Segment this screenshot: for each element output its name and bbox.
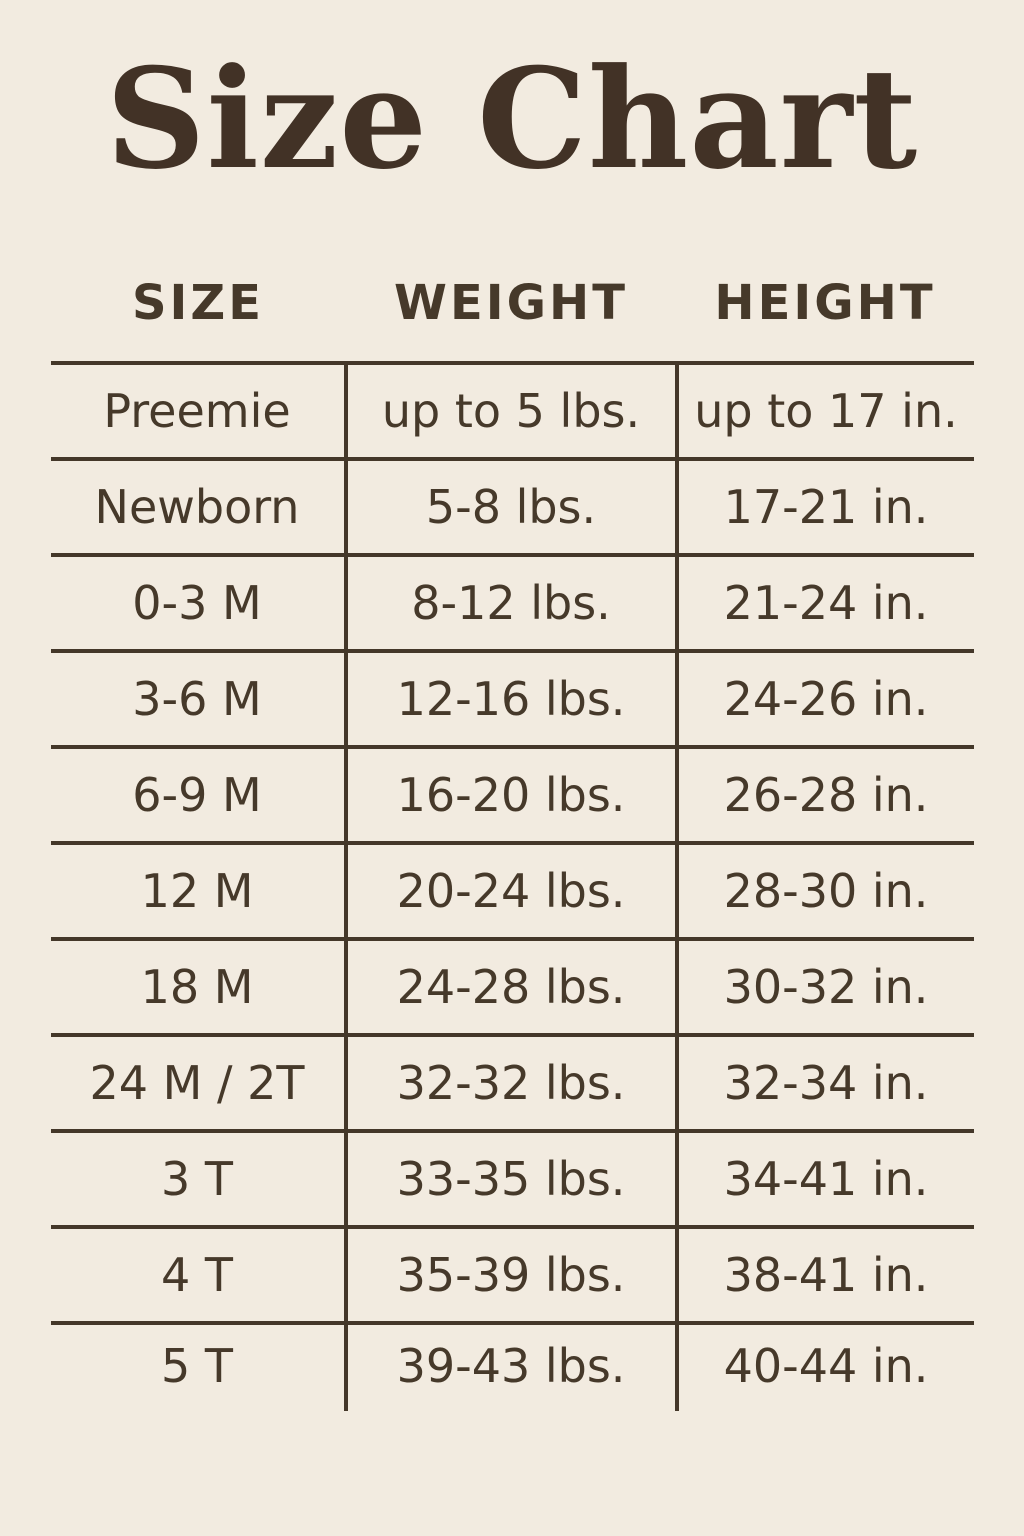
table-row [51, 1323, 974, 1411]
size-cell: 3 T [51, 1131, 346, 1227]
height-cell: 24-26 in. [677, 651, 974, 747]
weight-cell: 5-8 lbs. [346, 459, 677, 555]
weight-cell: 33-35 lbs. [346, 1131, 677, 1227]
table-row [51, 843, 974, 939]
size-cell: Newborn [51, 459, 346, 555]
size-cell: 0-3 M [51, 555, 346, 651]
table-row [51, 651, 974, 747]
table-row [51, 555, 974, 651]
size-chart-table [51, 205, 974, 1411]
height-cell: 21-24 in. [677, 555, 974, 651]
table-header [51, 205, 974, 363]
column-header-weight: WEIGHT [346, 205, 677, 363]
size-cell: 5 T [161, 1339, 233, 1393]
weight-cell: 35-39 lbs. [346, 1227, 677, 1323]
weight-cell: 12-16 lbs. [346, 651, 677, 747]
weight-cell: 24-28 lbs. [346, 939, 677, 1035]
height-cell: 28-30 in. [677, 843, 974, 939]
table-row [51, 459, 974, 555]
height-cell: 40-44 in. [723, 1339, 929, 1393]
column-header-height: HEIGHT [677, 205, 974, 363]
height-cell: 34-41 in. [677, 1131, 974, 1227]
height-cell: 38-41 in. [677, 1227, 974, 1323]
table-row [51, 939, 974, 1035]
weight-cell: 20-24 lbs. [346, 843, 677, 939]
weight-cell: 39-43 lbs. [346, 1323, 677, 1411]
height-cell: 17-21 in. [677, 459, 974, 555]
weight-cell: 16-20 lbs. [346, 747, 677, 843]
height-cell: 30-32 in. [677, 939, 974, 1035]
header-row [51, 205, 974, 363]
height-cell: 32-34 in. [677, 1035, 974, 1131]
table-row [51, 747, 974, 843]
size-cell: 18 M [51, 939, 346, 1035]
size-cell: 12 M [51, 843, 346, 939]
size-cell: 6-9 M [51, 747, 346, 843]
size-cell: 24 M / 2T [51, 1035, 346, 1131]
weight-cell: 32-32 lbs. [346, 1035, 677, 1131]
weight-cell: 8-12 lbs. [346, 555, 677, 651]
size-cell: 4 T [51, 1227, 346, 1323]
weight-cell: up to 5 lbs. [346, 363, 677, 459]
table-row [51, 1035, 974, 1131]
table-body [51, 363, 974, 1411]
height-cell: up to 17 in. [677, 363, 974, 459]
height-cell: 26-28 in. [677, 747, 974, 843]
table-row [51, 1227, 974, 1323]
column-header-size: SIZE [51, 205, 346, 363]
table-row [51, 363, 974, 459]
size-cell: Preemie [51, 363, 346, 459]
page-title: Size Chart [105, 37, 919, 200]
table-row [51, 1131, 974, 1227]
size-cell: 3-6 M [51, 651, 346, 747]
